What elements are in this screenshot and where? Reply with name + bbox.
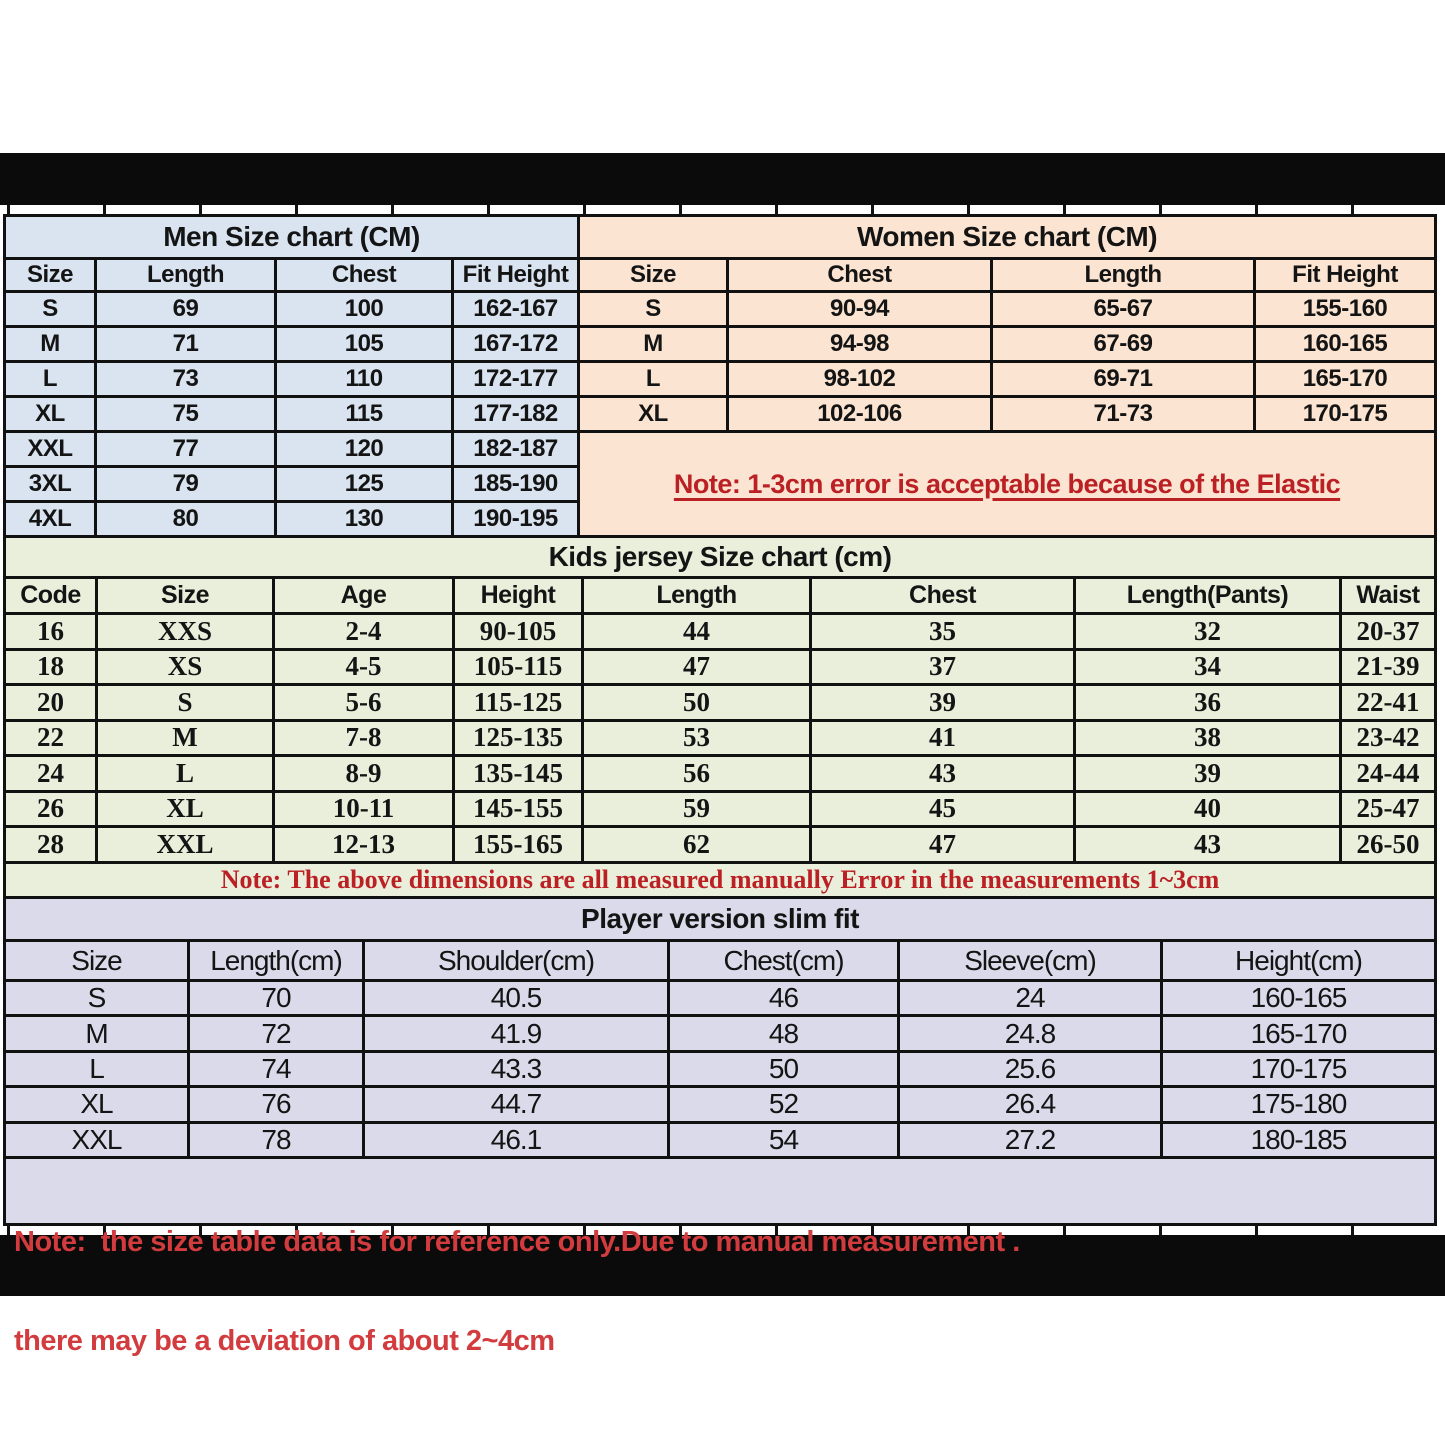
player-chart-cell-r3-length-cm: 76	[187, 1085, 362, 1120]
kids-chart-cell-r2-waist: 22-41	[1339, 683, 1434, 719]
kids-chart-cell-r6-length-pants: 43	[1073, 825, 1339, 861]
kids-chart-cell-r1-waist: 21-39	[1339, 648, 1434, 684]
player-chart-cell-r3-height-cm: 175-180	[1160, 1085, 1434, 1120]
kids-chart-cell-r2-code: 20	[6, 683, 95, 719]
player-chart-cell-r1-height-cm: 165-170	[1160, 1014, 1434, 1049]
player-chart-cell-r1-length-cm: 72	[187, 1014, 362, 1049]
kids-chart-cell-r3-code: 22	[6, 719, 95, 755]
player-chart-cell-r4-length-cm: 78	[187, 1121, 362, 1156]
kids-chart-cell-r2-chest: 39	[809, 683, 1073, 719]
player-chart-header-shoulder-cm: Shoulder(cm)	[362, 939, 667, 979]
men-chart-cell-r2-size: L	[6, 360, 94, 395]
men-chart-cell-r4-length: 77	[94, 430, 274, 465]
kids-chart-cell-r1-age: 4-5	[272, 648, 452, 684]
men-chart-cell-r2-fit-height: 172-177	[451, 360, 577, 395]
kids-chart-cell-r5-code: 26	[6, 790, 95, 826]
women-chart-cell-r2-size: L	[580, 360, 726, 395]
kids-chart-cell-r5-height: 145-155	[452, 790, 581, 826]
women-chart-header-size: Size	[580, 257, 726, 290]
kids-chart-cell-r4-size: L	[95, 754, 272, 790]
adult-charts-row	[3, 214, 1437, 538]
kids-chart-cell-r3-size: M	[95, 719, 272, 755]
player-chart-cell-r2-shoulder-cm: 43.3	[362, 1050, 667, 1085]
men-chart-cell-r5-size: 3XL	[6, 465, 94, 500]
kids-chart-cell-r2-size: S	[95, 683, 272, 719]
player-chart-cell-r2-height-cm: 170-175	[1160, 1050, 1434, 1085]
kids-chart-cell-r2-length: 50	[581, 683, 809, 719]
kids-chart-cell-r6-age: 12-13	[272, 825, 452, 861]
men-chart-title: Men Size chart (CM)	[163, 221, 420, 252]
men-chart-cell-r5-fit-height: 185-190	[451, 465, 577, 500]
men-chart-cell-r3-length: 75	[94, 395, 274, 430]
player-chart-cell-r0-length-cm: 70	[187, 979, 362, 1014]
men-chart-cell-r5-chest: 125	[274, 465, 451, 500]
kids-chart-cell-r6-size: XXL	[95, 825, 272, 861]
player-chart-cell-r2-size: L	[6, 1050, 187, 1085]
kids-chart-cell-r4-code: 24	[6, 754, 95, 790]
kids-chart-cell-r1-code: 18	[6, 648, 95, 684]
footer-note-line2: there may be a deviation of about 2~4cm	[14, 1324, 555, 1357]
player-chart-cell-r1-chest-cm: 48	[667, 1014, 897, 1049]
women-chart-header-length: Length	[990, 257, 1253, 290]
player-chart-cell-r3-sleeve-cm: 26.4	[897, 1085, 1160, 1120]
men-chart-cell-r3-size: XL	[6, 395, 94, 430]
men-chart-cell-r6-chest: 130	[274, 500, 451, 535]
top-black-band	[0, 153, 1445, 205]
men-chart-cell-r2-chest: 110	[274, 360, 451, 395]
women-chart-cell-r2-length: 69-71	[990, 360, 1253, 395]
women-chart-cell-r3-length: 71-73	[990, 395, 1253, 430]
player-version-table	[3, 896, 1437, 1159]
kids-chart-cell-r4-chest: 43	[809, 754, 1073, 790]
kids-chart-cell-r5-age: 10-11	[272, 790, 452, 826]
kids-chart-cell-r5-length-pants: 40	[1073, 790, 1339, 826]
men-chart-cell-r0-chest: 100	[274, 290, 451, 325]
kids-chart-cell-r6-code: 28	[6, 825, 95, 861]
women-chart-note: Note: 1-3cm error is acceptable because of the Elastic	[580, 430, 1434, 535]
kids-chart-cell-r3-chest: 41	[809, 719, 1073, 755]
player-chart-header-length-cm: Length(cm)	[187, 939, 362, 979]
women-chart-cell-r0-fit-height: 155-160	[1253, 290, 1434, 325]
player-chart-cell-r0-sleeve-cm: 24	[897, 979, 1160, 1014]
footer-note	[3, 1156, 1437, 1357]
kids-chart-header-waist: Waist	[1339, 576, 1434, 612]
kids-chart-header-code: Code	[6, 576, 95, 612]
men-size-chart-table	[3, 214, 580, 538]
men-chart-cell-r4-fit-height: 182-187	[451, 430, 577, 465]
kids-chart-cell-r3-length-pants: 38	[1073, 719, 1339, 755]
kids-chart-cell-r0-length: 44	[581, 612, 809, 648]
player-chart-cell-r3-size: XL	[6, 1085, 187, 1120]
men-chart-cell-r1-size: M	[6, 325, 94, 360]
player-chart-cell-r0-size: S	[6, 979, 187, 1014]
kids-chart-cell-r5-size: XL	[95, 790, 272, 826]
men-chart-cell-r3-fit-height: 177-182	[451, 395, 577, 430]
kids-chart-cell-r5-waist: 25-47	[1339, 790, 1434, 826]
women-chart-cell-r1-chest: 94-98	[726, 325, 990, 360]
player-chart-cell-r1-sleeve-cm: 24.8	[897, 1014, 1160, 1049]
kids-chart-cell-r1-chest: 37	[809, 648, 1073, 684]
men-chart-cell-r6-length: 80	[94, 500, 274, 535]
player-chart-cell-r4-sleeve-cm: 27.2	[897, 1121, 1160, 1156]
kids-chart-cell-r6-chest: 47	[809, 825, 1073, 861]
kids-chart-cell-r1-size: XS	[95, 648, 272, 684]
women-chart-cell-r0-chest: 90-94	[726, 290, 990, 325]
player-chart-cell-r4-height-cm: 180-185	[1160, 1121, 1434, 1156]
player-chart-cell-r3-shoulder-cm: 44.7	[362, 1085, 667, 1120]
player-chart-title: Player version slim fit	[581, 903, 859, 934]
kids-chart-header-height: Height	[452, 576, 581, 612]
player-chart-cell-r0-chest-cm: 46	[667, 979, 897, 1014]
kids-size-chart-table	[3, 535, 1437, 899]
men-chart-cell-r6-fit-height: 190-195	[451, 500, 577, 535]
kids-chart-cell-r1-height: 105-115	[452, 648, 581, 684]
kids-chart-cell-r6-length: 62	[581, 825, 809, 861]
men-chart-cell-r5-length: 79	[94, 465, 274, 500]
player-chart-cell-r2-chest-cm: 50	[667, 1050, 897, 1085]
kids-chart-cell-r0-size: XXS	[95, 612, 272, 648]
women-chart-title: Women Size chart (CM)	[856, 221, 1158, 252]
women-chart-cell-r1-length: 67-69	[990, 325, 1253, 360]
kids-chart-cell-r1-length-pants: 34	[1073, 648, 1339, 684]
men-chart-cell-r1-chest: 105	[274, 325, 451, 360]
men-chart-cell-r0-size: S	[6, 290, 94, 325]
player-chart-header-sleeve-cm: Sleeve(cm)	[897, 939, 1160, 979]
kids-chart-header-length-pants: Length(Pants)	[1073, 576, 1339, 612]
men-chart-cell-r2-length: 73	[94, 360, 274, 395]
men-chart-header-length: Length	[94, 257, 274, 290]
kids-chart-header-age: Age	[272, 576, 452, 612]
men-chart-cell-r4-size: XXL	[6, 430, 94, 465]
player-chart-header-height-cm: Height(cm)	[1160, 939, 1434, 979]
player-chart-cell-r4-shoulder-cm: 46.1	[362, 1121, 667, 1156]
kids-chart-note: Note: The above dimensions are all measured manually Error in the measurements 1~3cm	[6, 861, 1434, 897]
women-chart-cell-r2-chest: 98-102	[726, 360, 990, 395]
kids-chart-cell-r6-height: 155-165	[452, 825, 581, 861]
kids-chart-cell-r3-height: 125-135	[452, 719, 581, 755]
kids-chart-header-length: Length	[581, 576, 809, 612]
kids-chart-cell-r6-waist: 26-50	[1339, 825, 1434, 861]
player-chart-header-size: Size	[6, 939, 187, 979]
women-chart-cell-r0-length: 65-67	[990, 290, 1253, 325]
kids-chart-cell-r3-age: 7-8	[272, 719, 452, 755]
kids-chart-cell-r3-length: 53	[581, 719, 809, 755]
player-chart-cell-r4-chest-cm: 54	[667, 1121, 897, 1156]
footer-note-line1: Note: the size table data is for reference only.Due to manual measurement .	[14, 1225, 1020, 1258]
top-column-tick-strip	[3, 205, 1437, 214]
women-chart-cell-r2-fit-height: 165-170	[1253, 360, 1434, 395]
men-chart-header-chest: Chest	[274, 257, 451, 290]
kids-chart-cell-r0-height: 90-105	[452, 612, 581, 648]
kids-chart-cell-r0-chest: 35	[809, 612, 1073, 648]
men-chart-cell-r1-fit-height: 167-172	[451, 325, 577, 360]
kids-chart-header-size: Size	[95, 576, 272, 612]
men-chart-header-size: Size	[6, 257, 94, 290]
kids-chart-cell-r5-length: 59	[581, 790, 809, 826]
men-chart-cell-r3-chest: 115	[274, 395, 451, 430]
kids-chart-cell-r1-length: 47	[581, 648, 809, 684]
kids-chart-cell-r2-height: 115-125	[452, 683, 581, 719]
kids-chart-cell-r0-code: 16	[6, 612, 95, 648]
player-chart-cell-r4-size: XXL	[6, 1121, 187, 1156]
men-chart-cell-r6-size: 4XL	[6, 500, 94, 535]
player-chart-cell-r2-sleeve-cm: 25.6	[897, 1050, 1160, 1085]
kids-chart-cell-r4-height: 135-145	[452, 754, 581, 790]
player-chart-header-chest-cm: Chest(cm)	[667, 939, 897, 979]
women-chart-cell-r3-fit-height: 170-175	[1253, 395, 1434, 430]
player-chart-cell-r0-height-cm: 160-165	[1160, 979, 1434, 1014]
men-chart-header-fit-height: Fit Height	[451, 257, 577, 290]
size-chart-sheet	[3, 205, 1437, 1357]
kids-chart-cell-r4-age: 8-9	[272, 754, 452, 790]
men-chart-cell-r4-chest: 120	[274, 430, 451, 465]
kids-chart-cell-r2-length-pants: 36	[1073, 683, 1339, 719]
kids-chart-cell-r4-length-pants: 39	[1073, 754, 1339, 790]
women-chart-header-chest: Chest	[726, 257, 990, 290]
player-chart-cell-r2-length-cm: 74	[187, 1050, 362, 1085]
kids-chart-cell-r3-waist: 23-42	[1339, 719, 1434, 755]
women-chart-header-fit-height: Fit Height	[1253, 257, 1434, 290]
player-chart-cell-r1-size: M	[6, 1014, 187, 1049]
women-chart-cell-r0-size: S	[580, 290, 726, 325]
kids-chart-title: Kids jersey Size chart (cm)	[548, 541, 892, 572]
kids-chart-cell-r5-chest: 45	[809, 790, 1073, 826]
kids-chart-header-chest: Chest	[809, 576, 1073, 612]
player-chart-cell-r3-chest-cm: 52	[667, 1085, 897, 1120]
kids-chart-cell-r4-waist: 24-44	[1339, 754, 1434, 790]
women-chart-cell-r1-fit-height: 160-165	[1253, 325, 1434, 360]
men-chart-cell-r1-length: 71	[94, 325, 274, 360]
player-chart-cell-r1-shoulder-cm: 41.9	[362, 1014, 667, 1049]
kids-chart-cell-r0-length-pants: 32	[1073, 612, 1339, 648]
kids-chart-cell-r0-age: 2-4	[272, 612, 452, 648]
women-chart-cell-r3-size: XL	[580, 395, 726, 430]
player-chart-cell-r0-shoulder-cm: 40.5	[362, 979, 667, 1014]
men-chart-cell-r0-length: 69	[94, 290, 274, 325]
women-chart-cell-r1-size: M	[580, 325, 726, 360]
kids-chart-cell-r2-age: 5-6	[272, 683, 452, 719]
kids-chart-cell-r0-waist: 20-37	[1339, 612, 1434, 648]
women-chart-cell-r3-chest: 102-106	[726, 395, 990, 430]
women-size-chart-table	[580, 214, 1437, 538]
kids-chart-cell-r4-length: 56	[581, 754, 809, 790]
men-chart-cell-r0-fit-height: 162-167	[451, 290, 577, 325]
